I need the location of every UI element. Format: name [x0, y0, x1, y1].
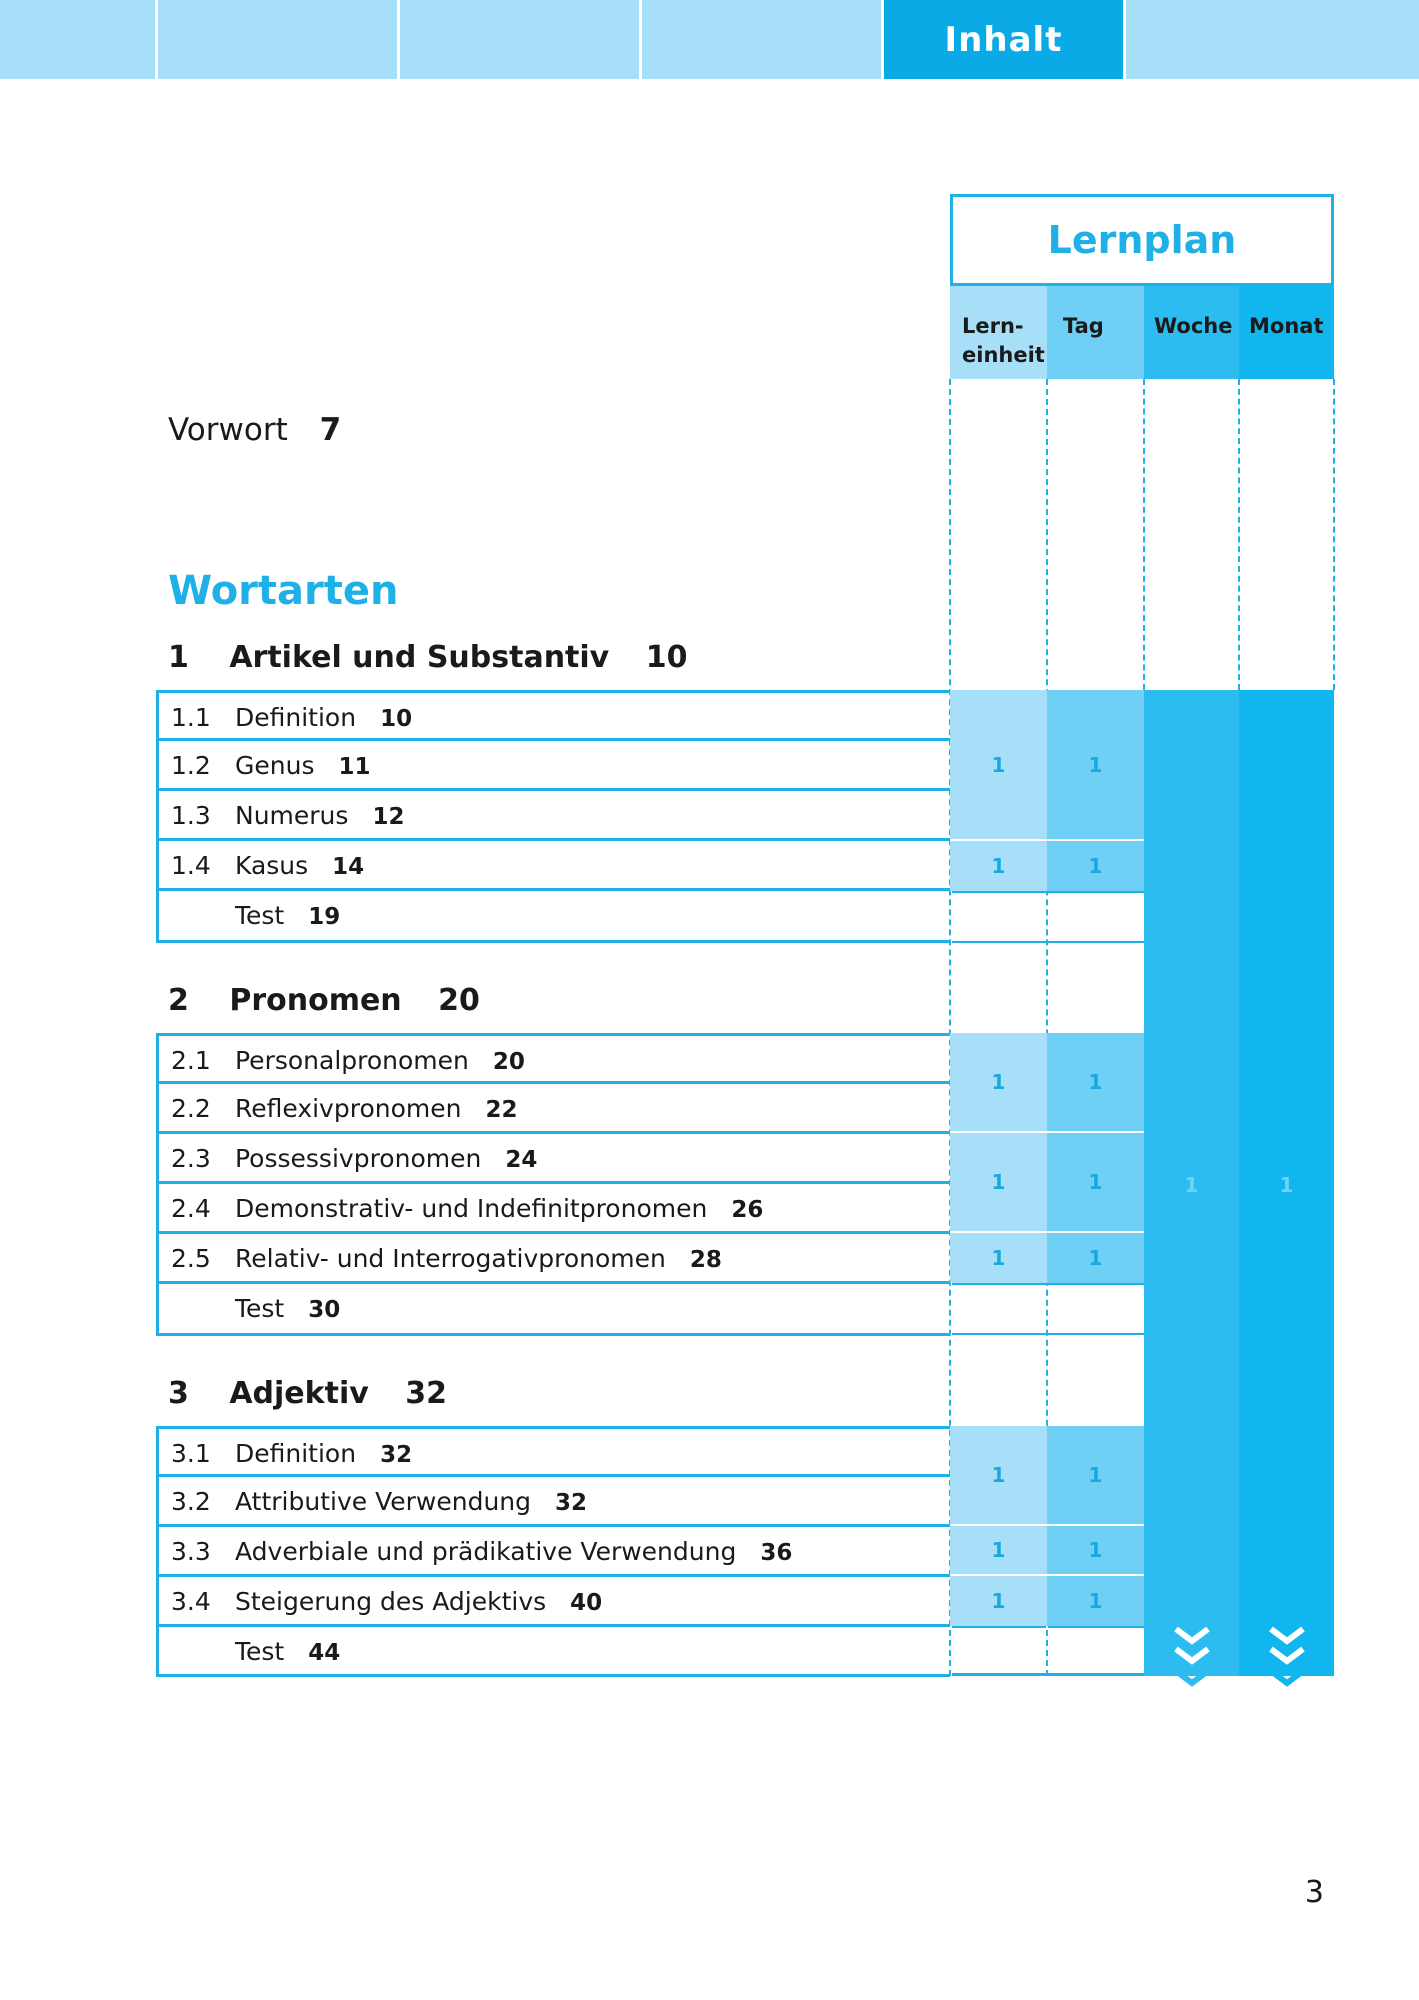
header-lern-line1: Lern-	[962, 314, 1024, 338]
toc-vorwort[interactable]	[168, 412, 341, 448]
plan-cell-lern: 1	[950, 841, 1047, 891]
row-title: Reflexivpronomen 22	[235, 1094, 518, 1123]
row-page: 28	[689, 1247, 722, 1273]
chapter-num: 1	[168, 640, 189, 675]
nav-tab-inhalt[interactable]: Inhalt	[884, 0, 1123, 79]
plan-cell-tag: 1	[1047, 841, 1144, 891]
row-num: 3.1	[171, 1439, 211, 1468]
header-monat: Monat	[1239, 286, 1334, 379]
row-title: Relativ- und Interrogativpronomen 28	[235, 1244, 722, 1273]
toc-row[interactable]	[156, 888, 950, 943]
nav-tab-1[interactable]	[0, 0, 155, 79]
row-num: 2.3	[171, 1144, 211, 1173]
plan-line-3	[1143, 379, 1145, 690]
row-page: 20	[492, 1049, 525, 1075]
chapter-heading[interactable]	[168, 983, 480, 1018]
toc-row[interactable]	[156, 1426, 950, 1477]
row-title: Personalpronomen 20	[235, 1046, 525, 1075]
row-num: 2.5	[171, 1244, 211, 1273]
row-title: Possessivpronomen 24	[235, 1144, 538, 1173]
plan-cell-empty	[1048, 1283, 1144, 1335]
row-page: 26	[731, 1197, 764, 1223]
toc-row[interactable]	[156, 838, 950, 891]
toc-row[interactable]	[156, 1131, 950, 1184]
row-title: Attributive Verwendung 32	[235, 1487, 588, 1516]
plan-cell-empty	[1048, 891, 1144, 943]
row-page: 19	[308, 904, 341, 930]
plan-cell-tag: 1	[1047, 1426, 1144, 1526]
plan-cell-empty	[952, 1626, 1046, 1676]
page-number: 3	[1304, 1875, 1324, 1910]
toc-row[interactable]	[156, 1081, 950, 1134]
row-num: 3.3	[171, 1537, 211, 1566]
chapter-page: 32	[405, 1376, 447, 1411]
row-title: Definition 10	[235, 703, 413, 732]
chapter-title: Pronomen	[229, 983, 402, 1018]
chapter-title: Adjektiv	[229, 1376, 369, 1411]
chevron-down-icon	[1239, 1625, 1334, 1695]
toc-row[interactable]	[156, 738, 950, 791]
row-title: Adverbiale und prädikative Verwendung 36	[235, 1537, 793, 1566]
woche-value: 1	[1184, 1173, 1199, 1197]
plan-cell-lern: 1	[950, 1233, 1047, 1283]
toc-row[interactable]	[156, 1574, 950, 1627]
row-title: Numerus 12	[235, 801, 405, 830]
header-lerneinheit	[950, 286, 1047, 379]
row-num: 2.1	[171, 1046, 211, 1075]
toc-row[interactable]	[156, 1033, 950, 1084]
row-num: 1.2	[171, 751, 211, 780]
nav-tab-3[interactable]	[400, 0, 639, 79]
row-num: 3.2	[171, 1487, 211, 1516]
row-num: 1.3	[171, 801, 211, 830]
row-num: 1.1	[171, 703, 211, 732]
plan-title: Lernplan	[950, 194, 1334, 286]
row-page: 40	[570, 1590, 603, 1616]
plan-line-5	[1333, 379, 1335, 690]
plan-cell-lern: 1	[950, 1033, 1047, 1133]
plan-cell-lern: 1	[950, 1133, 1047, 1233]
monat-value: 1	[1279, 1173, 1294, 1197]
toc-row[interactable]	[156, 1624, 950, 1677]
toc-row[interactable]	[156, 1524, 950, 1577]
plan-cell-lern: 1	[950, 1426, 1047, 1526]
row-page: 32	[380, 1442, 413, 1468]
plan-cell-empty	[952, 891, 1046, 943]
row-title: Definition 32	[235, 1439, 413, 1468]
row-title: Steigerung des Adjektivs 40	[235, 1587, 603, 1616]
row-page: 14	[332, 854, 365, 880]
row-page: 12	[372, 804, 405, 830]
chapter-heading[interactable]	[168, 1376, 447, 1411]
header-tag: Tag	[1047, 286, 1144, 379]
row-num: 2.2	[171, 1094, 211, 1123]
row-page: 11	[338, 754, 371, 780]
row-page: 44	[308, 1640, 341, 1666]
header-woche: Woche	[1144, 286, 1239, 379]
toc-row[interactable]	[156, 788, 950, 841]
plan-cell-lern: 1	[950, 1526, 1047, 1576]
row-page: 36	[760, 1540, 793, 1566]
vorwort-label: Vorwort	[168, 412, 288, 448]
chevron-down-icon	[1144, 1625, 1239, 1695]
row-num: 3.4	[171, 1587, 211, 1616]
row-page: 22	[485, 1097, 518, 1123]
row-num: 1.4	[171, 851, 211, 880]
row-page: 10	[380, 706, 413, 732]
row-title: Test 44	[235, 1637, 341, 1666]
toc-row[interactable]	[156, 1474, 950, 1527]
toc-row[interactable]	[156, 1231, 950, 1284]
vorwort-page: 7	[319, 412, 342, 448]
header-lern-line2: einheit	[962, 343, 1045, 367]
row-title: Test 19	[235, 901, 341, 930]
nav-tab-4[interactable]	[642, 0, 881, 79]
row-title: Demonstrativ- und Indefinitpronomen 26	[235, 1194, 764, 1223]
chapter-heading[interactable]	[168, 640, 687, 675]
plan-cell-empty	[952, 1283, 1046, 1335]
plan-cell-tag: 1	[1047, 1576, 1144, 1626]
row-title: Kasus 14	[235, 851, 365, 880]
plan-line-4	[1238, 379, 1240, 690]
toc-row[interactable]	[156, 1181, 950, 1234]
nav-tab-2[interactable]	[158, 0, 397, 79]
chapter-page: 10	[645, 640, 688, 675]
chapter-title: Artikel und Substantiv	[229, 640, 610, 675]
chapter-page: 20	[438, 983, 480, 1018]
nav-tab-6[interactable]	[1126, 0, 1419, 79]
plan-cell-tag: 1	[1047, 1233, 1144, 1283]
plan-cell-empty	[1048, 1626, 1144, 1676]
row-page: 30	[308, 1297, 341, 1323]
row-num: 2.4	[171, 1194, 211, 1223]
toc-row[interactable]	[156, 690, 950, 741]
plan-cell-tag: 1	[1047, 1033, 1144, 1133]
plan-cell-tag: 1	[1047, 1526, 1144, 1576]
row-title: Test 30	[235, 1294, 341, 1323]
section-title: Wortarten	[168, 568, 399, 614]
toc-row[interactable]	[156, 1281, 950, 1336]
row-title: Genus 11	[235, 751, 371, 780]
chapter-num: 3	[168, 1376, 189, 1411]
row-page: 24	[505, 1147, 538, 1173]
plan-cell-lern: 1	[950, 1576, 1047, 1626]
row-page: 32	[555, 1490, 588, 1516]
plan-cell-tag: 1	[1047, 690, 1144, 841]
plan-cell-lern: 1	[950, 690, 1047, 841]
chapter-num: 2	[168, 983, 189, 1018]
plan-cell-tag: 1	[1047, 1133, 1144, 1233]
